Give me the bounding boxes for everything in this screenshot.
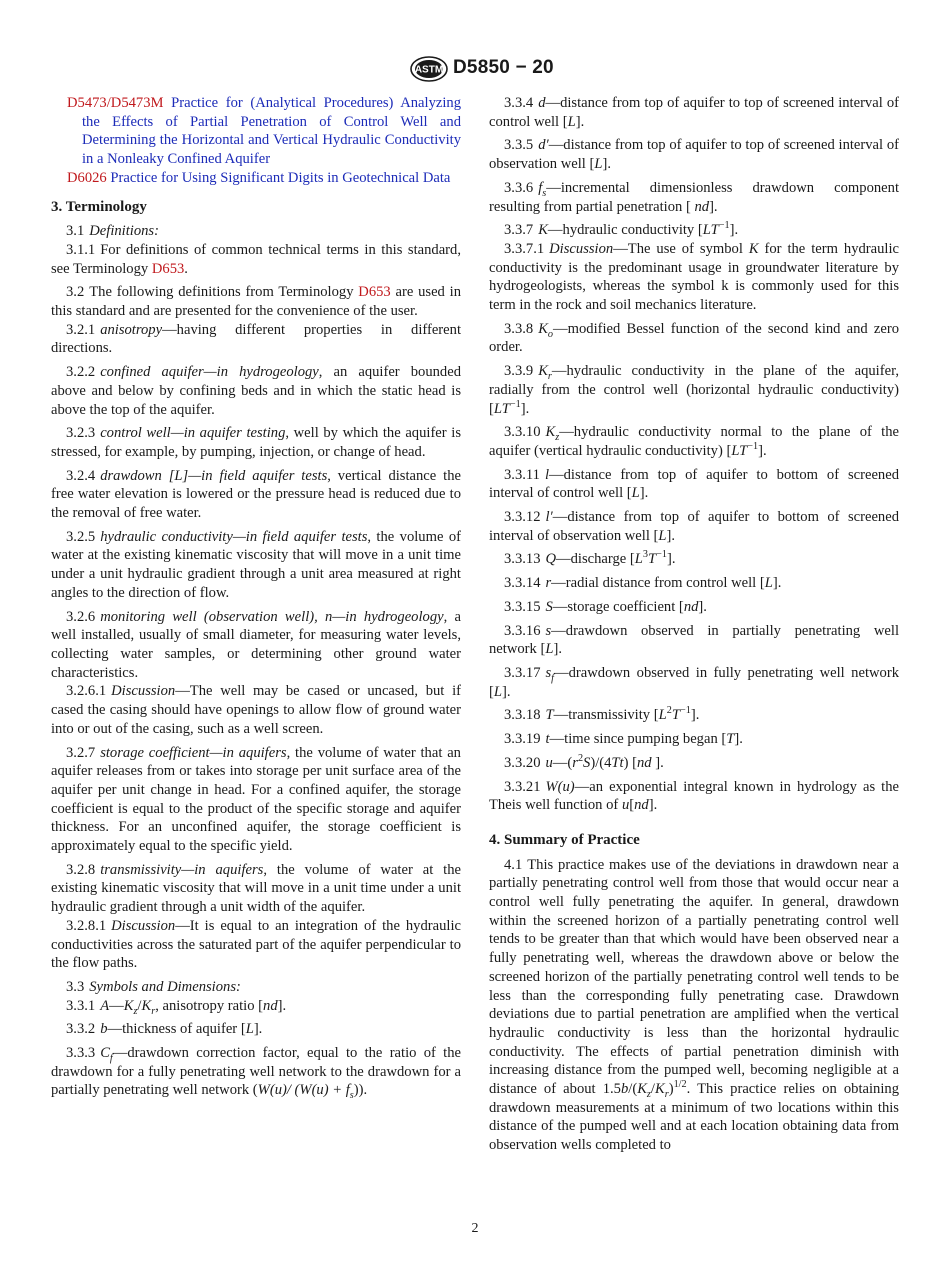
document-designation: D5850 − 20 [453, 57, 554, 78]
para-3-2-7: 3.2.7 storage coefficient—in aquifers, the volume of water that an aquifer releases from or takes into storage per unit surface area of the aquifer per unit change in head. For a confined aquifer, the storage coefficient is equal to the product of the specific storage and aquifer thickness. For an unconfined aquifer, the storage coefficient is approximately equal to the specific yield. [51, 744, 461, 855]
para-3-3-16: 3.3.16 s—drawdown observed in partially penetrating well network [L]. [489, 622, 899, 658]
para-3-3-7-1: 3.3.7.1 Discussion—The use of symbol K for the term hydraulic conductivity is the predominant usage in groundwater literature by hydrogeologists, whereas the symbol k is commonly used for this term in the rock and soil mechanics literature. [489, 240, 900, 314]
right-column [489, 94, 899, 1160]
para-3-3-1: 3.3.1 $A—K_z/K_r$, anisotropy ratio [nd]. [66, 997, 287, 1017]
para-3-2-5: 3.2.5 hydraulic conductivity—in field aquifer tests, the volume of water at the existing kinematic viscosity that will move in a unit time under a unit hydraulic gradient through a unit area measured at right angles to the direction of flow. [51, 528, 461, 601]
section-heading-summary: 4. Summary of Practice [489, 831, 640, 848]
link-d653[interactable]: D653 [358, 284, 391, 301]
para-3-1: 3.1 Definitions: [66, 223, 159, 240]
para-3-2-4: 3.2.4 drawdown [L]—in field aquifer tests, vertical distance the free water elevation is lowered or the pressure head is reduced due to the removal of free water. [51, 467, 461, 522]
para-3-3-5: 3.3.5 d′—distance from top of aquifer to top of screened interval of observation well [L]. [489, 137, 899, 173]
para-3-3-6: 3.3.6 $f_s—incremental$ dimensionless drawdown component resulting from partial penetration [ nd]. [489, 179, 899, 215]
para-3-3-17: 3.3.17 $s_f—drawdown$ observed in fully penetrating well network [L]. [489, 664, 899, 700]
para-3-3-20: 3.3.20 $u—(r^2S)/(4Tt)$ [nd ]. [504, 752, 664, 771]
reference-d6026[interactable] [51, 169, 461, 188]
para-3-3-12: 3.3.12 l′—distance from top of aquifer to bottom of screened interval of observation well [L]. [489, 509, 899, 544]
reference-d5473[interactable] [51, 94, 461, 169]
para-3-3-13: 3.3.13 Q—discharge $[L^3T^{-1}]$. [504, 549, 676, 568]
para-3-3-15: 3.3.15 S—storage coefficient [nd]. [504, 598, 707, 615]
section-heading-terminology: 3. Terminology [51, 198, 147, 215]
reference-title[interactable]: Practice for Using Significant Digits in Geotechnical Data [110, 169, 451, 186]
para-3-3-19: 3.3.19 t—time since pumping began [T]. [504, 731, 743, 748]
para-3-3-18: 3.3.18 T—transmissivity $[L^2T^{-1}]$. [504, 705, 700, 724]
para-4-1: 4.1 This practice makes use of the deviations in drawdown near a partially penetrating control well from those that would occur near a control well fully penetrating the aquifer. In general, drawdown within the screened horizon of a partially penetrating control well tends to be greater than that which would have been observed near a fully penetrating well, whereas the drawdown above or below the screened horizon of the partially penetrating control well tends to be less than the corresponding fully penetrating case. Drawdown deviations due to partial penetration are amplified when the vertical hydraulic conductivity is less than the horizontal hydraulic conductivity. The effects of partial penetration diminish with increasing distance from the pumped well, becoming negligible at a distance of about $1.5b/(K_z/K_r)^{1/2}$. This practice relies on obtaining drawdown measurements at a minimum of two locations within this distance of the pumped well and at each location obtaining data from observation wells completed to [489, 856, 899, 1154]
para-3-2-6: 3.2.6 monitoring well (observation well), n—in hydrogeology, a well installed, usually of small diameter, for measuring water levels, collecting water samples, or determining other ground water characteristics. [51, 608, 461, 681]
para-3-2: 3.2 The following definitions from Terminology D653 are used in this standard and are presented for the convenience of the user. [51, 284, 461, 320]
para-3-3-14: 3.3.14 r—radial distance from control well [L]. [504, 575, 782, 592]
page-header [0, 56, 950, 82]
page-number: 2 [471, 1221, 479, 1236]
para-3-2-1: 3.2.1 anisotropy—having different properties in different directions. [51, 321, 461, 357]
para-3-3-10: 3.3.10 $K_z—hydraulic$ conductivity normal to the plane of the aquifer (vertical hydraulic conductivity) $[LT^{-1}]$. [489, 424, 899, 459]
para-3-3: 3.3 Symbols and Dimensions: [66, 978, 241, 995]
svg-text:ASTM: ASTM [414, 64, 444, 76]
para-3-2-6-1: 3.2.6.1 Discussion—The well may be cased or uncased, but if cased the casing should have openings to allow flow of ground water into or out of the casing, such as a well screen. [51, 683, 461, 737]
para-3-2-3: 3.2.3 control well—in aquifer testing, well by which the aquifer is stressed, for example, by pumping, injection, or change of head. [51, 425, 461, 460]
para-3-3-4: 3.3.4 d—distance from top of aquifer to top of screened interval of control well [L]. [489, 95, 899, 130]
link-d653[interactable]: D653 [151, 260, 185, 277]
para-3-3-8: 3.3.8 $K_o—modified$ Bessel function of the second kind and zero order. [489, 320, 899, 356]
para-3-3-2: 3.3.2 b—thickness of aquifer [L]. [66, 1021, 263, 1038]
para-3-1-1: 3.1.1 For definitions of common technical terms in this standard, see Terminology D653. [51, 241, 461, 277]
reference-title[interactable]: Practice for (Analytical Procedures) Analyzing the Effects of Partial Penetration of Control Well and Determining the Horizontal and Vertical Hydraulic Conductivity in a Nonleaky Confined Aquifer [82, 95, 461, 168]
para-3-2-2: 3.2.2 confined aquifer—in hydrogeology, an aquifer bounded above and below by confining beds and in which the static head is above the top of the aquifer. [51, 364, 461, 418]
left-column [51, 94, 461, 1105]
para-3-3-3: 3.3.3 $C_f—drawdown$ correction factor, equal to the ratio of the drawdown for a fully penetrating well network to the drawdown for a partially penetrating well network (W(u)/ $(W(u) + f_s)$). [51, 1045, 461, 1102]
para-3-2-8-1: 3.2.8.1 Discussion—It is equal to an integration of the hydraulic conductivities across the saturated part of the aquifer perpendicular to the flow paths. [51, 917, 461, 972]
astm-logo-icon [410, 56, 448, 82]
para-3-3-11: 3.3.11 l—distance from top of aquifer to bottom of screened interval of control well [L]. [489, 466, 899, 502]
reference-code[interactable]: D6026 [67, 169, 107, 186]
para-3-2-8: 3.2.8 transmissivity—in aquifers, the volume of water at the existing kinematic viscosity that will move in a unit time under a unit hydraulic gradient through a unit width of the aquifer. [51, 861, 461, 916]
para-3-3-7: 3.3.7 K—hydraulic conductivity $[LT^{-1}]$. [504, 220, 739, 239]
para-3-3-9: 3.3.9 $K_r—hydraulic$ conductivity in the plane of the aquifer, radially from the control well (horizontal hydraulic conductivity) $[LT^{-1}]$. [489, 363, 899, 417]
para-3-3-21: 3.3.21 W(u)—an exponential integral known in hydrology as the Theis well function of u[nd]. [489, 778, 899, 814]
reference-code[interactable]: D5473/D5473M [67, 95, 164, 111]
